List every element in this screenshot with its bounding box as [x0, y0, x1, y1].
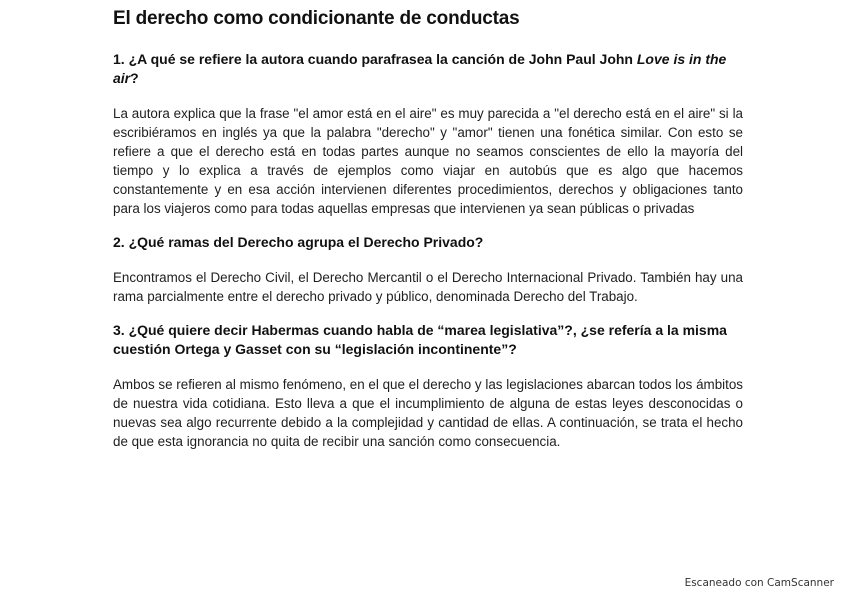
question-3: 3. ¿Qué quiere decir Habermas cuando habla de “marea legislativa”?, ¿se refería a la misma cuestión Ortega y Gasset con su “legislación incontinente”? [113, 322, 727, 357]
question-1 [113, 50, 743, 88]
question-2: 2. ¿Qué ramas del Derecho agrupa el Derecho Privado? [113, 234, 484, 250]
document-page [113, 6, 743, 466]
question-1-suffix: ? [130, 70, 139, 86]
answer-1: La autora explica que la frase "el amor está en el aire" es muy parecida a "el derecho está en el aire" si la escribiéramos en inglés ya que la palabra "derecho" y "amor" tienen una fonética similar. Con esto se refiere a que el derecho está en todas partes aunque no seamos conscientes de ello la mayoría del tiempo y lo explica a través de ejemplos como viajar en autobús que es algo que hacemos constantemente y en esa acción intervienen diferentes procedimientos, derechos y obligaciones tanto para los viajeros como para todas aquellas empresas que intervienen ya sean públicas o privadas [113, 106, 743, 216]
answer-3: Ambos se refieren al mismo fenómeno, en el que el derecho y las legislaciones abarcan todos los ámbitos de nuestra vida cotidiana. Esto lleva a que el incumplimiento de alguna de estas leyes desconocidas o nuevas sea algo recurrente debido a la complejidad y cantidad de ellas. A continuación, se trata el hecho de que esta ignorancia no quita de recibir una sanción como consecuencia. [113, 377, 743, 449]
camscanner-watermark: Escaneado con CamScanner [684, 577, 834, 589]
song-title: Love is in the air [113, 51, 727, 86]
question-1-text: 1. ¿A qué se refiere la autora cuando parafrasea la canción de John Paul John [113, 51, 637, 67]
document-title: El derecho como condicionante de conductas [113, 8, 520, 29]
answer-2: Encontramos el Derecho Civil, el Derecho Mercantil o el Derecho Internacional Privado. También hay una rama parcialmente entre el derecho privado y público, denominada Derecho del Trabajo. [113, 270, 743, 304]
